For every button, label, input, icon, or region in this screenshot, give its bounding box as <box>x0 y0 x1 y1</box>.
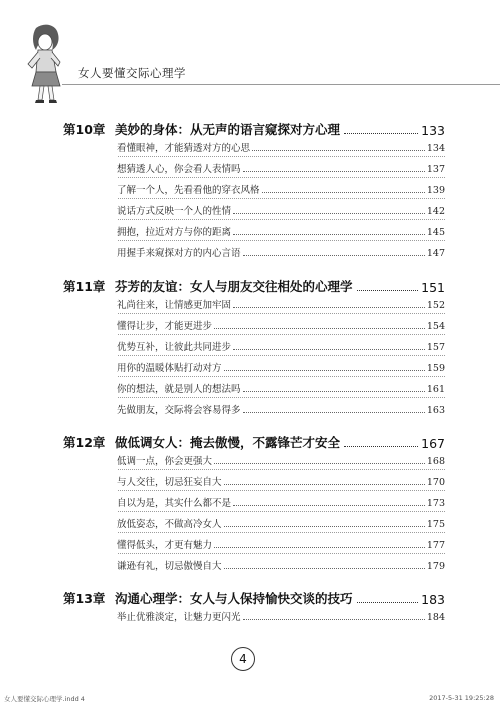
section-title: 谦逊有礼，切忌傲慢自大 <box>117 561 222 572</box>
section-title: 与人交往，切忌狂妄自大 <box>117 477 222 488</box>
section-entry[interactable] <box>117 295 445 311</box>
dot-leader <box>233 234 425 235</box>
chapter-page: 183 <box>421 592 445 607</box>
section-entry[interactable] <box>117 514 445 530</box>
section-entry[interactable] <box>117 535 445 551</box>
row-divider <box>118 177 445 178</box>
dot-leader <box>224 484 425 485</box>
dot-leader <box>233 213 425 214</box>
row-divider <box>118 219 445 220</box>
section-entry[interactable] <box>117 607 445 623</box>
chapter-title: 做低调女人：掩去傲慢，不露锋芒才安全 <box>115 435 341 450</box>
section-title: 说话方式反映一个人的性情 <box>117 206 232 217</box>
section-page: 134 <box>426 143 445 154</box>
chapter-entry[interactable] <box>63 431 445 451</box>
section-page: 137 <box>426 164 445 175</box>
dot-leader <box>214 463 425 464</box>
dot-leader <box>224 370 425 371</box>
section-page: 163 <box>426 405 445 416</box>
dot-leader <box>214 547 425 548</box>
section-page: 161 <box>426 384 445 395</box>
dot-leader <box>243 171 425 172</box>
row-divider <box>118 355 445 356</box>
chapter-number: 第11章 <box>63 279 106 294</box>
chapter-title: 芬芳的友谊：女人与朋友交往相处的心理学 <box>115 279 353 294</box>
dot-leader <box>344 133 418 134</box>
chapter-page: 167 <box>421 436 445 451</box>
row-divider <box>118 532 445 533</box>
section-title: 先做朋友，交际将会容易得多 <box>117 405 241 416</box>
section-title: 懂得低头，才更有魅力 <box>117 540 213 551</box>
dot-leader <box>224 568 425 569</box>
chapter-number: 第10章 <box>63 122 106 137</box>
row-divider <box>118 490 445 491</box>
section-page: 147 <box>426 248 445 259</box>
section-title: 拥抱，拉近对方与你的距离 <box>117 227 232 238</box>
section-entry[interactable] <box>117 400 445 416</box>
section-page: 159 <box>426 363 445 374</box>
section-entry[interactable] <box>117 556 445 572</box>
section-entry[interactable] <box>117 451 445 467</box>
section-page: 177 <box>426 540 445 551</box>
section-page: 152 <box>426 300 445 311</box>
section-page: 173 <box>426 498 445 509</box>
row-divider <box>118 334 445 335</box>
row-divider <box>118 156 445 157</box>
dot-leader <box>243 391 425 392</box>
page-header <box>0 0 500 110</box>
chapter-number: 第13章 <box>63 591 106 606</box>
row-divider <box>118 198 445 199</box>
header-divider <box>62 84 500 85</box>
section-title: 想猜透人心，你会看人表情吗 <box>117 164 241 175</box>
dot-leader <box>224 526 425 527</box>
chapter-entry[interactable] <box>63 118 445 138</box>
section-title: 举止优雅淡定，让魅力更闪光 <box>117 612 241 623</box>
section-page: 168 <box>426 456 445 467</box>
section-entry[interactable] <box>117 493 445 509</box>
section-page: 184 <box>426 612 445 623</box>
section-page: 179 <box>426 561 445 572</box>
page-number: 4 <box>231 647 255 671</box>
section-entry[interactable] <box>117 180 445 196</box>
dot-leader <box>262 192 425 193</box>
dot-leader <box>357 290 419 291</box>
row-divider <box>118 397 445 398</box>
chapter-entry[interactable] <box>63 275 445 295</box>
dot-leader <box>233 349 425 350</box>
dot-leader <box>243 619 425 620</box>
row-divider <box>118 240 445 241</box>
section-page: 154 <box>426 321 445 332</box>
row-divider <box>118 511 445 512</box>
chapter-entry[interactable] <box>63 587 445 607</box>
woman-figure-illustration <box>14 22 74 104</box>
chapter-number: 第12章 <box>63 435 106 450</box>
section-title: 看懂眼神，才能猜透对方的心思 <box>117 143 251 154</box>
section-entry[interactable] <box>117 337 445 353</box>
section-entry[interactable] <box>117 201 445 217</box>
row-divider <box>118 313 445 314</box>
section-title: 用你的温暖体贴打动对方 <box>117 363 222 374</box>
section-title: 你的想法，就是别人的想法吗 <box>117 384 241 395</box>
row-divider <box>118 469 445 470</box>
section-entry[interactable] <box>117 379 445 395</box>
footer-timestamp: 2017-5-31 19:25:28 <box>429 694 494 702</box>
section-entry[interactable] <box>117 243 445 259</box>
book-title: 女人要懂交际心理学 <box>78 66 186 80</box>
dot-leader <box>252 150 425 151</box>
section-title: 低调一点，你会更强大 <box>117 456 213 467</box>
section-entry[interactable] <box>117 358 445 374</box>
dot-leader <box>357 602 419 603</box>
section-title: 放低姿态，不做高冷女人 <box>117 519 222 530</box>
dot-leader <box>243 412 425 413</box>
section-page: 142 <box>426 206 445 217</box>
section-entry[interactable] <box>117 222 445 238</box>
chapter-page: 151 <box>421 280 445 295</box>
footer-file-name: 女人要懂交际心理学.indd 4 <box>4 695 85 703</box>
dot-leader <box>233 307 425 308</box>
section-page: 145 <box>426 227 445 238</box>
section-page: 139 <box>426 185 445 196</box>
section-title: 礼尚往来，让情感更加牢固 <box>117 300 232 311</box>
chapter-title: 美妙的身体：从无声的语言窥探对方心理 <box>115 122 341 137</box>
chapter-title: 沟通心理学：女人与人保持愉快交谈的技巧 <box>115 591 353 606</box>
section-entry[interactable] <box>117 138 445 154</box>
section-page: 157 <box>426 342 445 353</box>
section-page: 170 <box>426 477 445 488</box>
section-entry[interactable] <box>117 159 445 175</box>
section-entry[interactable] <box>117 472 445 488</box>
dot-leader <box>243 255 425 256</box>
dot-leader <box>214 328 425 329</box>
chapter-page: 133 <box>421 123 445 138</box>
row-divider <box>118 376 445 377</box>
dot-leader <box>233 505 425 506</box>
section-title: 用握手来窥探对方的内心言语 <box>117 248 241 259</box>
row-divider <box>118 553 445 554</box>
section-title: 懂得让步，才能更进步 <box>117 321 213 332</box>
section-title: 优势互补，让彼此共同进步 <box>117 342 232 353</box>
section-title: 了解一个人，先看看他的穿衣风格 <box>117 185 260 196</box>
section-title: 自以为是，其实什么都不是 <box>117 498 232 509</box>
section-entry[interactable] <box>117 316 445 332</box>
dot-leader <box>344 446 418 447</box>
section-page: 175 <box>426 519 445 530</box>
